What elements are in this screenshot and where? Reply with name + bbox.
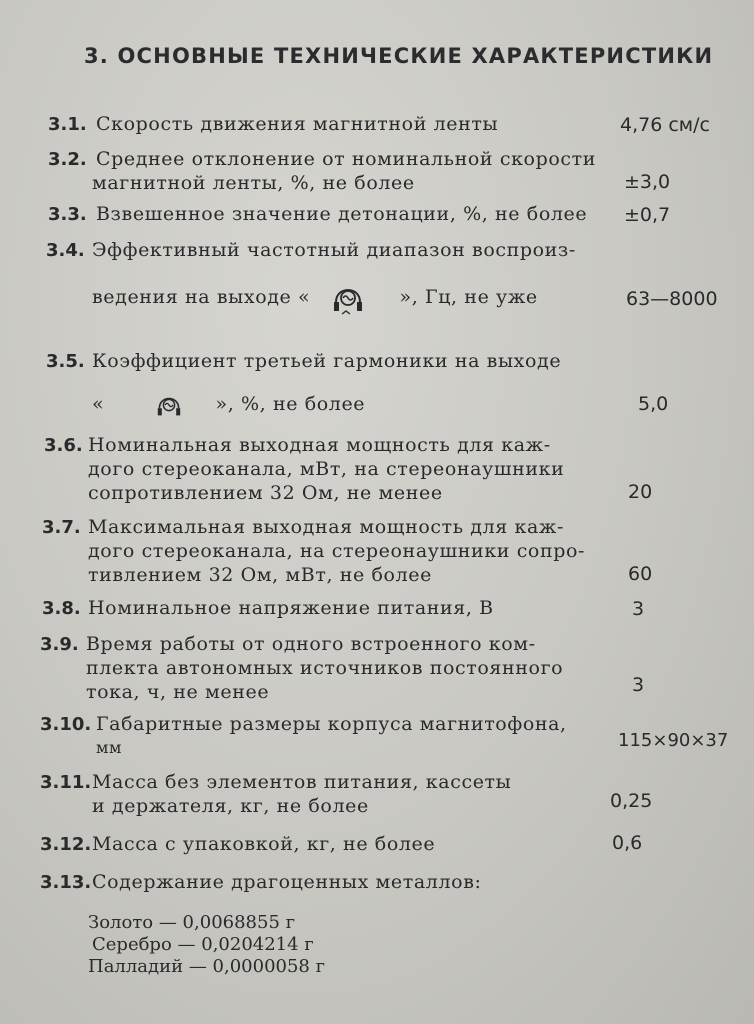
item-value: 20 — [628, 481, 653, 503]
item-value: 5,0 — [638, 393, 669, 415]
item-text: Взвешенное значение детонации, %, не более — [96, 203, 588, 225]
item-text: Время работы от одного встроенного ком- — [86, 633, 536, 655]
item-text: дого стереоканала, на стереонаушники сопро- — [88, 540, 586, 562]
item-value: ±0,7 — [624, 204, 671, 226]
item-text: тивлением 32 Ом, мВт, не более — [88, 564, 432, 586]
item-text: магнитной ленты, %, не более — [92, 172, 415, 194]
item-text-line2: ведения на выходе « », Гц, не уже — [92, 278, 538, 318]
item-number: 3.1. — [48, 114, 87, 135]
item-text: сопротивлением 32 Ом, не менее — [88, 482, 443, 504]
item-value: 3 — [632, 598, 645, 620]
item-number: 3.6. — [44, 435, 83, 456]
item-value: ±3,0 — [624, 171, 671, 193]
item-number: 3.13. — [40, 872, 92, 893]
item-number: 3.9. — [40, 634, 79, 655]
headphones-icon — [155, 389, 183, 421]
item-text: Масса без элементов питания, кассеты — [92, 771, 512, 793]
item-text: мм — [96, 738, 123, 757]
item-text: Содержание драгоценных металлов: — [92, 871, 482, 893]
item-text: Максимальная выходная мощность для каж- — [88, 516, 565, 538]
item-number: 3.5. — [46, 351, 85, 372]
item-value: 0,6 — [612, 832, 643, 854]
item-text: плекта автономных источников постоянного — [86, 657, 564, 679]
item-text: Габаритные размеры корпуса магнитофона, — [96, 713, 567, 735]
item-text: Эффективный частотный диапазон воспроиз- — [92, 239, 576, 261]
item-number: 3.8. — [42, 598, 81, 619]
item-number: 3.10. — [40, 714, 92, 735]
item-value: 3 — [632, 674, 645, 696]
item-text: Скорость движения магнитной ленты — [96, 113, 499, 135]
metal-silver: Серебро — 0,0204214 г — [92, 934, 314, 955]
item-text-line2: « », %, не более — [92, 389, 365, 421]
item-number: 3.2. — [48, 149, 87, 170]
precious-metals-list — [88, 912, 325, 978]
item-text: Номинальное напряжение питания, В — [88, 597, 494, 619]
item-value: 0,25 — [610, 790, 653, 812]
item-value: 60 — [628, 563, 653, 585]
item-text: дого стереоканала, мВт, на стереонаушники — [88, 458, 565, 480]
item-text: тока, ч, не менее — [86, 681, 270, 703]
metal-palladium: Палладий — 0,0000058 г — [88, 956, 326, 977]
item-number: 3.3. — [48, 204, 87, 225]
item-text: Номинальная выходная мощность для каж- — [88, 434, 551, 456]
item-value: 4,76 см/с — [620, 114, 710, 136]
item-number: 3.12. — [40, 834, 92, 855]
item-number: 3.7. — [42, 517, 81, 538]
section-title: 3. ОСНОВНЫЕ ТЕХНИЧЕСКИЕ ХАРАКТЕРИСТИКИ — [84, 44, 714, 68]
item-value: 63—8000 — [626, 288, 718, 310]
item-text: и держателя, кг, не более — [92, 795, 369, 817]
item-text: Среднее отклонение от номинальной скорости — [96, 148, 597, 170]
item-number: 3.11. — [40, 772, 92, 793]
item-text: Коэффициент третьей гармоники на выходе — [92, 350, 562, 372]
item-number: 3.4. — [46, 240, 85, 261]
item-text: Масса с упаковкой, кг, не более — [92, 833, 436, 855]
headphones-icon — [331, 278, 365, 318]
item-value: 115×90×37 — [618, 730, 729, 751]
metal-gold: Золото — 0,0068855 г — [88, 912, 296, 933]
